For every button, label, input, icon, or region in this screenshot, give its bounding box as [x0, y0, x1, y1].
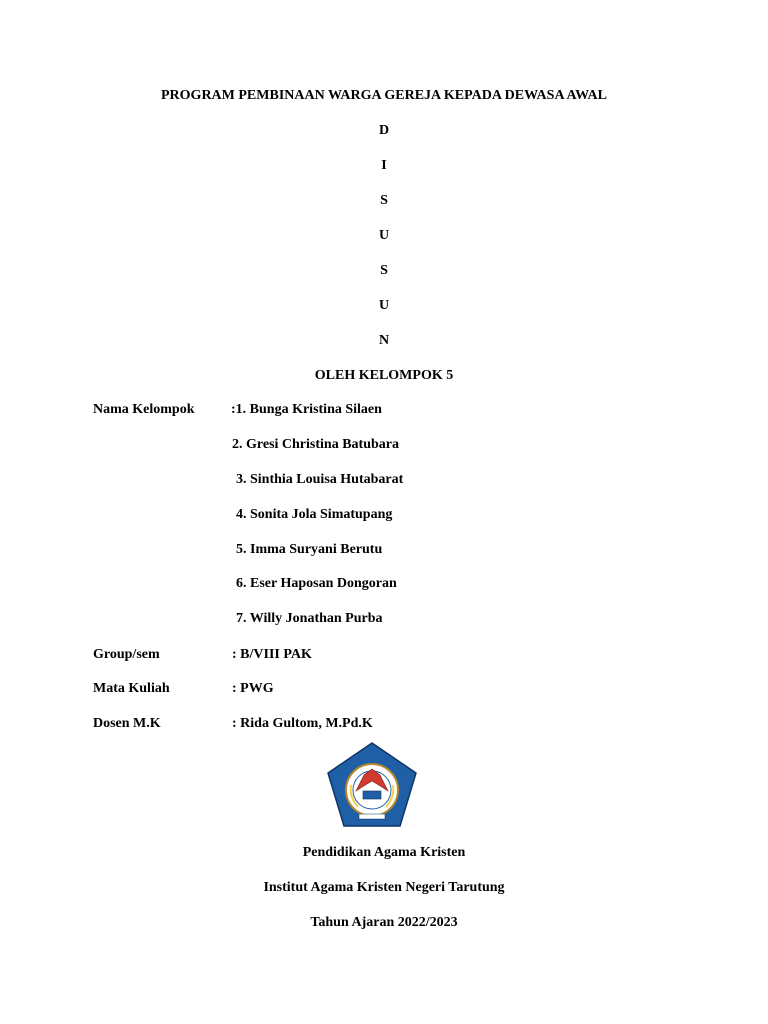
group-sem-label: Group/sem [93, 647, 160, 662]
disusun-letter: S [380, 263, 388, 278]
disusun-letter: S [380, 193, 388, 208]
member-item: :1. Bunga Kristina Silaen [231, 402, 382, 417]
logo-banner-shape [359, 814, 385, 819]
logo-graphic [325, 741, 419, 829]
department-name: Pendidikan Agama Kristen [302, 845, 466, 860]
lecturer-value: : Rida Gultom, M.Pd.K [232, 716, 373, 731]
member-item: 3. Sinthia Louisa Hutabarat [236, 472, 404, 487]
member-item: 5. Imma Suryani Berutu [236, 542, 383, 557]
institution-logo-icon [325, 741, 419, 829]
institution-name: Institut Agama Kristen Negeri Tarutung [263, 880, 505, 895]
disusun-letter: U [378, 298, 390, 313]
group-heading: OLEH KELOMPOK 5 [314, 368, 454, 383]
members-label: Nama Kelompok [93, 402, 195, 417]
group-sem-value: : B/VIII PAK [232, 647, 312, 662]
member-item: 7. Willy Jonathan Purba [236, 611, 383, 626]
disusun-letter: N [378, 333, 390, 348]
disusun-letter: D [378, 123, 390, 138]
logo-book-shape [363, 791, 381, 799]
member-item: 2. Gresi Christina Batubara [232, 437, 399, 452]
lecturer-label: Dosen M.K [93, 716, 161, 731]
disusun-letter: U [378, 228, 390, 243]
course-label: Mata Kuliah [93, 681, 170, 696]
academic-year: Tahun Ajaran 2022/2023 [310, 915, 458, 930]
disusun-letter: I [381, 158, 387, 173]
document-title: PROGRAM PEMBINAAN WARGA GEREJA KEPADA DEWASA AWAL [161, 88, 607, 103]
member-item: 4. Sonita Jola Simatupang [236, 507, 393, 522]
course-value: : PWG [232, 681, 274, 696]
member-item: 6. Eser Haposan Dongoran [236, 576, 397, 591]
